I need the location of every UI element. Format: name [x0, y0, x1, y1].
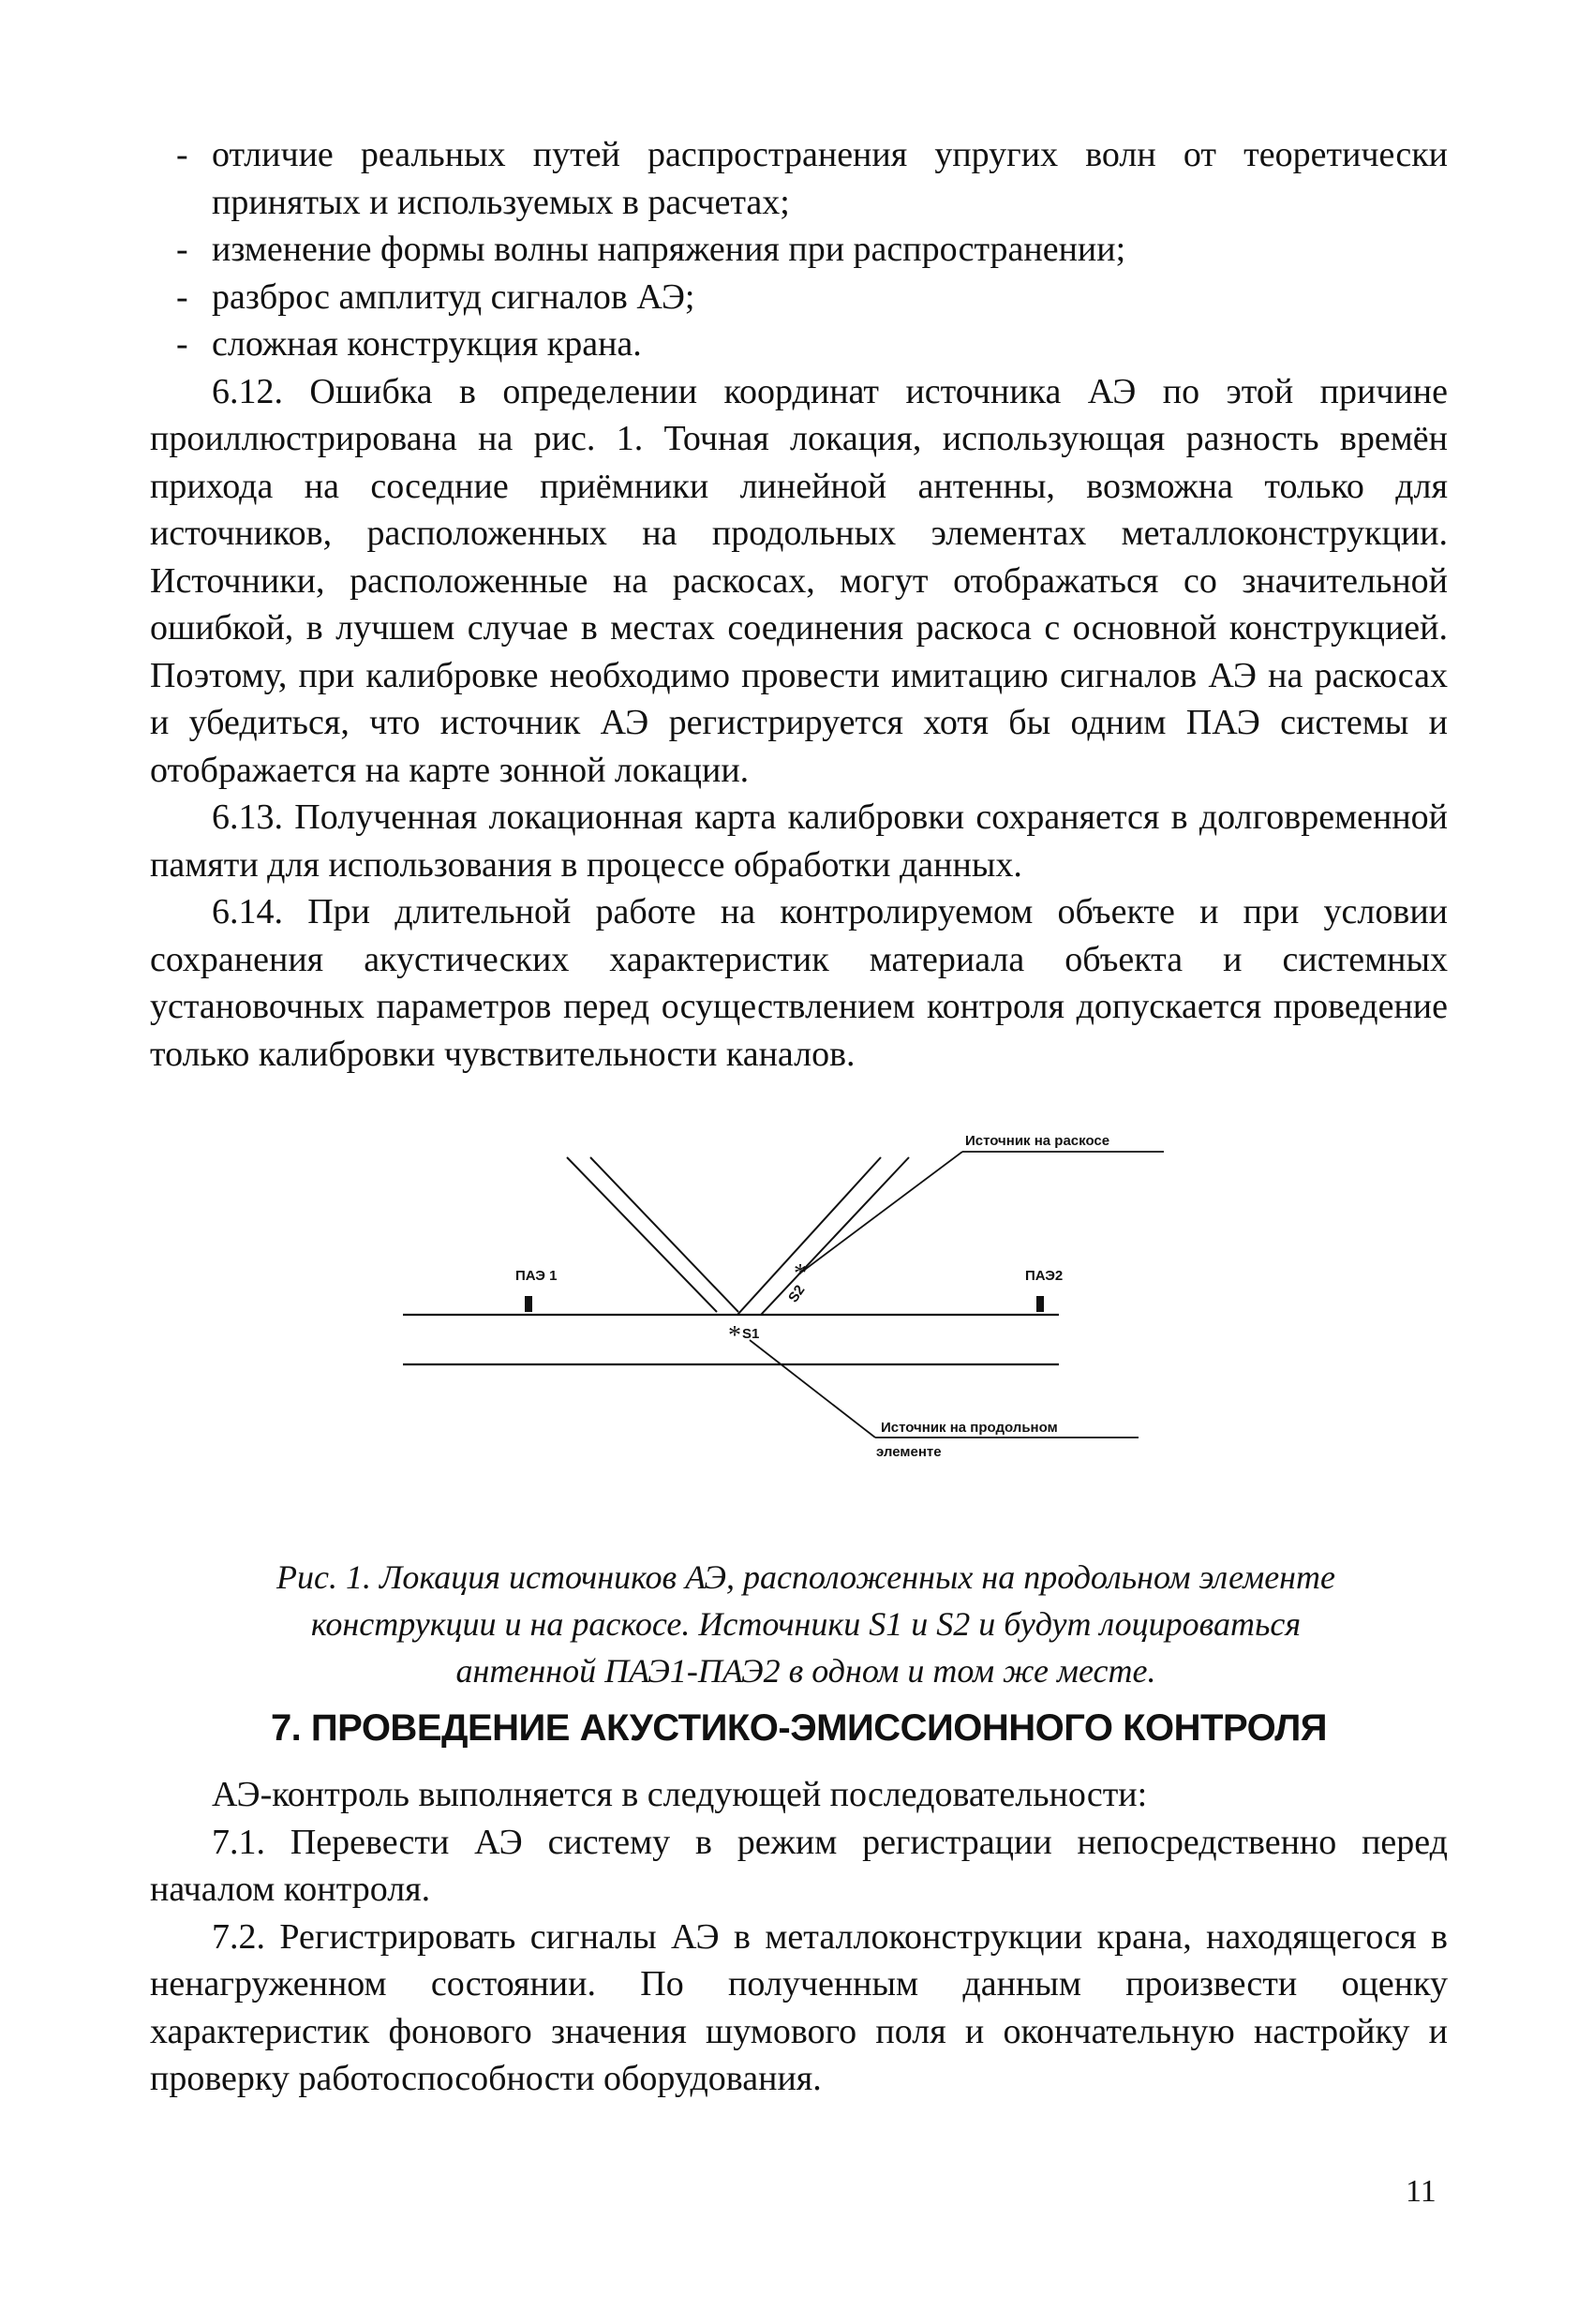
- label-source-on-brace: Источник на раскосе: [965, 1133, 1110, 1149]
- paragraph-6-14: 6.14. При длительной работе на контролируемом объекте и при условии сохранения акустических характеристик материала объекта и системных установочных параметров перед осуществлением контроля допускается проведение только калибровки чувствительности каналов.: [150, 892, 1448, 1074]
- caption-line: Рис. 1. Локация источников АЭ, расположенных на продольном элементе: [275, 1558, 1336, 1596]
- figure-1: [403, 1115, 1218, 1499]
- s1-star-icon: *: [728, 1321, 741, 1350]
- list-item: - разброс амплитуд сигналов АЭ;: [176, 276, 695, 317]
- right-brace-inner-line: [737, 1157, 881, 1315]
- paragraph-6-13: 6.13. Полученная локационная карта калибровки сохраняется в долговременной памяти для использования в процессе обработки данных.: [150, 797, 1448, 885]
- label-s1: S1: [742, 1326, 760, 1342]
- section-heading: 7. ПРОВЕДЕНИЕ АКУСТИКО-ЭМИССИОННОГО КОНТРОЛЯ: [270, 1707, 1328, 1749]
- longitudinal-source-leader-line: [750, 1340, 875, 1438]
- figure-caption: [225, 1554, 1387, 1694]
- pae2-sensor-icon: [1036, 1296, 1044, 1312]
- paragraph-7-1: 7.1. Перевести АЭ систему в режим регистрации непосредственно перед началом контроля.: [150, 1822, 1448, 1909]
- label-pae1: ПАЭ 1: [515, 1268, 558, 1284]
- list-item-text: разброс амплитуд сигналов АЭ;: [212, 276, 695, 317]
- label-pae2: ПАЭ2: [1025, 1268, 1064, 1284]
- section-7-text-block: [150, 1771, 1448, 2103]
- pae1-sensor-icon: [525, 1296, 532, 1312]
- top-text-block: [150, 131, 1448, 1078]
- paragraph-intro: АЭ-контроль выполняется в следующей последовательности:: [212, 1775, 1148, 1814]
- brace-source-leader-line: [798, 1152, 962, 1274]
- label-source-longitudinal-line2: элементе: [876, 1444, 942, 1460]
- label-s2: S2: [785, 1282, 809, 1306]
- page-number: 11: [1406, 2174, 1437, 2209]
- list-item-text: сложная конструкция крана.: [212, 324, 642, 364]
- label-source-longitudinal-line1: Источник на продольном: [881, 1420, 1058, 1436]
- figure-diagram: [403, 1115, 1218, 1499]
- list-item-text: изменение формы волны напряжения при распространении;: [212, 230, 1126, 269]
- list-item: - сложная конструкция крана.: [176, 324, 642, 364]
- list-item: - изменение формы волны напряжения при распространении;: [176, 230, 1126, 269]
- left-brace-outer-line: [567, 1157, 717, 1312]
- s2-star-icon: *: [794, 1259, 807, 1289]
- caption-line: конструкции и на раскосе. Источники S1 и S2 и будут лоцироваться: [310, 1605, 1302, 1643]
- list-item-text: отличие реальных путей распространения упругих волн от теоретически принятых и используемых в расчетах;: [212, 135, 1448, 222]
- left-brace-inner-line: [590, 1157, 738, 1312]
- list-item: - отличие реальных путей распространения упругих волн от теоретически принятых и используемых в расчетах;: [176, 135, 1448, 222]
- caption-line: антенной ПАЭ1-ПАЭ2 в одном и том же месте.: [455, 1652, 1156, 1690]
- paragraph-6-12: 6.12. Ошибка в определении координат источника АЭ по этой причине проиллюстрирована на рис. 1. Точная локация, использующая разность времён прихода на соседние приёмники линейной антенны, возможна только для источников, расположенных на продольных элементах металлоконструкции. Источники, расположенные на раскосах, могут отображаться со значительной ошибкой, в лучшем случае в местах соединения раскоса с основной конструкцией. Поэтому, при калибровке необходимо провести имитацию сигналов АЭ на раскосах и убедиться, что источник АЭ регистрируется хотя бы одним ПАЭ системы и отображается на карте зонной локации.: [150, 371, 1448, 790]
- paragraph-7-2: 7.2. Регистрировать сигналы АЭ в металлоконструкции крана, находящегося в ненагруженном состоянии. По полученным данным произвести оценку характеристик фонового значения шумового поля и окончательную настройку и проверку работоспособности оборудования.: [150, 1916, 1448, 2098]
- right-brace-outer-line: [761, 1157, 909, 1315]
